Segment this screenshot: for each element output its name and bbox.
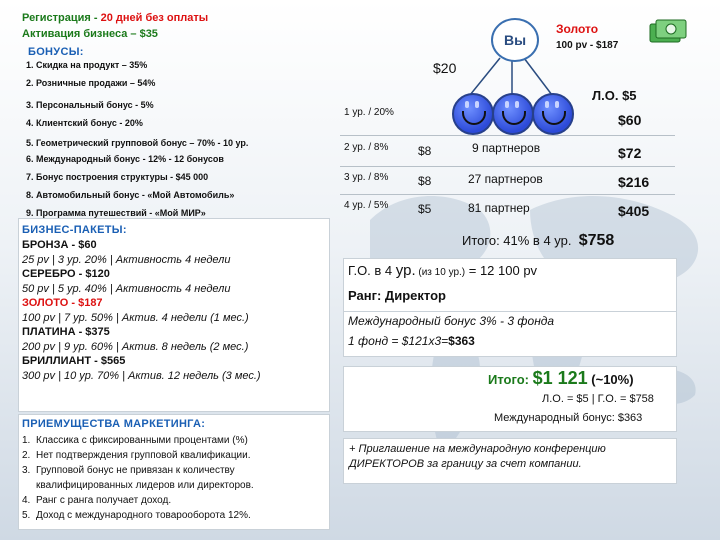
level-total: $405 [618,203,650,219]
bonus-item: 2. Розничные продажи – 54% [26,78,156,88]
level-label: 3 ур. / 8% [344,172,389,183]
level-total: $60 [618,112,642,128]
bonus-item: 4. Клиентский бонус - 20% [26,118,143,128]
registration-label: Регистрация - [22,12,101,24]
package-name: БРИЛЛИАНТ - $565 [22,355,126,367]
smiley-icon [532,93,574,135]
advantage-item: 5. Доход с международного товарооборота 12%. [22,510,251,521]
level-per: $5 [418,202,432,216]
package-detail: 50 pv | 5 ур. 40% | Активность 4 недели [22,282,231,295]
level-label: 2 ур. / 8% [344,142,389,153]
total-4-levels: Итого: 41% в 4 ур. $758 [462,232,615,249]
bonus-item: 6. Международный бонус - 12% - 12 бонусов [26,154,224,164]
registration-line [22,12,208,24]
level-total: $72 [618,145,642,161]
advantage-item: 2. Нет подтверждения групповой квалификации. [22,450,251,461]
intl-line2: 1 фонд = $121х3=$363 [348,334,475,348]
rank-label: Ранг: Директор [348,288,446,303]
level-per: $8 [418,174,432,188]
bonus-item: 5. Геометрический групповой бонус – 70% - 10 ур. [26,138,249,148]
divider [340,194,675,195]
activation-line: Активация бизнеса – $35 [22,28,158,40]
bonus-item: 9. Программа путешествий - «Мой МИР» [26,208,206,218]
gold-subtitle: 100 pv - $187 [556,40,619,51]
level-partners: 9 партнеров [472,141,541,155]
advantage-item: 3. Групповой бонус не привязан к количеству квалифицированных лидеров или директоров. [22,465,254,491]
advantages-list [22,433,322,523]
you-node: Вы [491,18,539,62]
lo-label: Л.О. $5 [592,88,637,103]
divider [340,135,675,136]
package-detail: 25 pv | 3 ур. 20% | Активность 4 недели [22,253,231,266]
level-total: $216 [618,174,650,190]
bonus-item: 3. Персональный бонус - 5% [26,100,154,110]
registration-value: 20 дней без оплаты [100,12,209,24]
smiley-icon [452,93,494,135]
package-detail: 200 pv | 9 ур. 60% | Актив. 8 недель (2 мес.) [22,340,249,353]
advantage-item: 4. Ранг с ранга получает доход. [22,495,172,506]
level-label: 1 ур. / 20% [344,107,394,118]
package-detail: 100 pv | 7 ур. 50% | Актив. 4 недели (1 мес.) [22,311,249,324]
advantages-title: ПРИЕМУЩЕСТВА МАРКЕТИНГА: [22,418,206,430]
direct-bonus: $20 [433,60,457,76]
level-partners: 81 партнер [468,201,530,215]
intl-line1: Международный бонус 3% - 3 фонда [348,314,555,328]
package-name: ЗОЛОТО - $187 [22,297,103,309]
bonus-item: 7. Бонус построения структуры - $45 000 [26,172,209,182]
package-name: СЕРЕБРО - $120 [22,268,110,280]
bonuses-list [26,56,326,222]
packages-title: БИЗНЕС-ПАКЕТЫ: [22,224,127,236]
go-line: Г.О. в 4 ур. (из 10 ур.) = 12 100 pv [348,262,538,279]
summary-total: Итого: $1 121 (~10%) [488,368,634,388]
smiley-icon [492,93,534,135]
money-icon [648,18,690,46]
level-per: $8 [418,144,432,158]
advantage-item: 1. Классика с фиксированными процентами (%) [22,435,248,446]
summary-line3: Международный бонус: $363 [494,412,643,424]
package-name: БРОНЗА - $60 [22,239,97,251]
invite-text: + Приглашение на международную конференцию ДИРЕКТОРОВ за границу за счет компании. [349,443,606,470]
bonuses-title: БОНУСЫ: [28,46,84,58]
bonus-item: 8. Автомобильный бонус - «Мой Автомобиль» [26,190,235,200]
gold-title: Золото [556,22,599,36]
summary-line2: Л.О. = $5 | Г.О. = $758 [542,393,654,405]
level-partners: 27 партнеров [468,172,543,186]
level-label: 4 ур. / 5% [344,200,389,211]
bonus-item: 1. Скидка на продукт – 35% [26,60,148,70]
package-detail: 300 pv | 10 ур. 70% | Актив. 12 недель (3 мес.) [22,369,261,382]
package-name: ПЛАТИНА - $375 [22,326,110,338]
packages-list [22,238,326,383]
divider [340,166,675,167]
